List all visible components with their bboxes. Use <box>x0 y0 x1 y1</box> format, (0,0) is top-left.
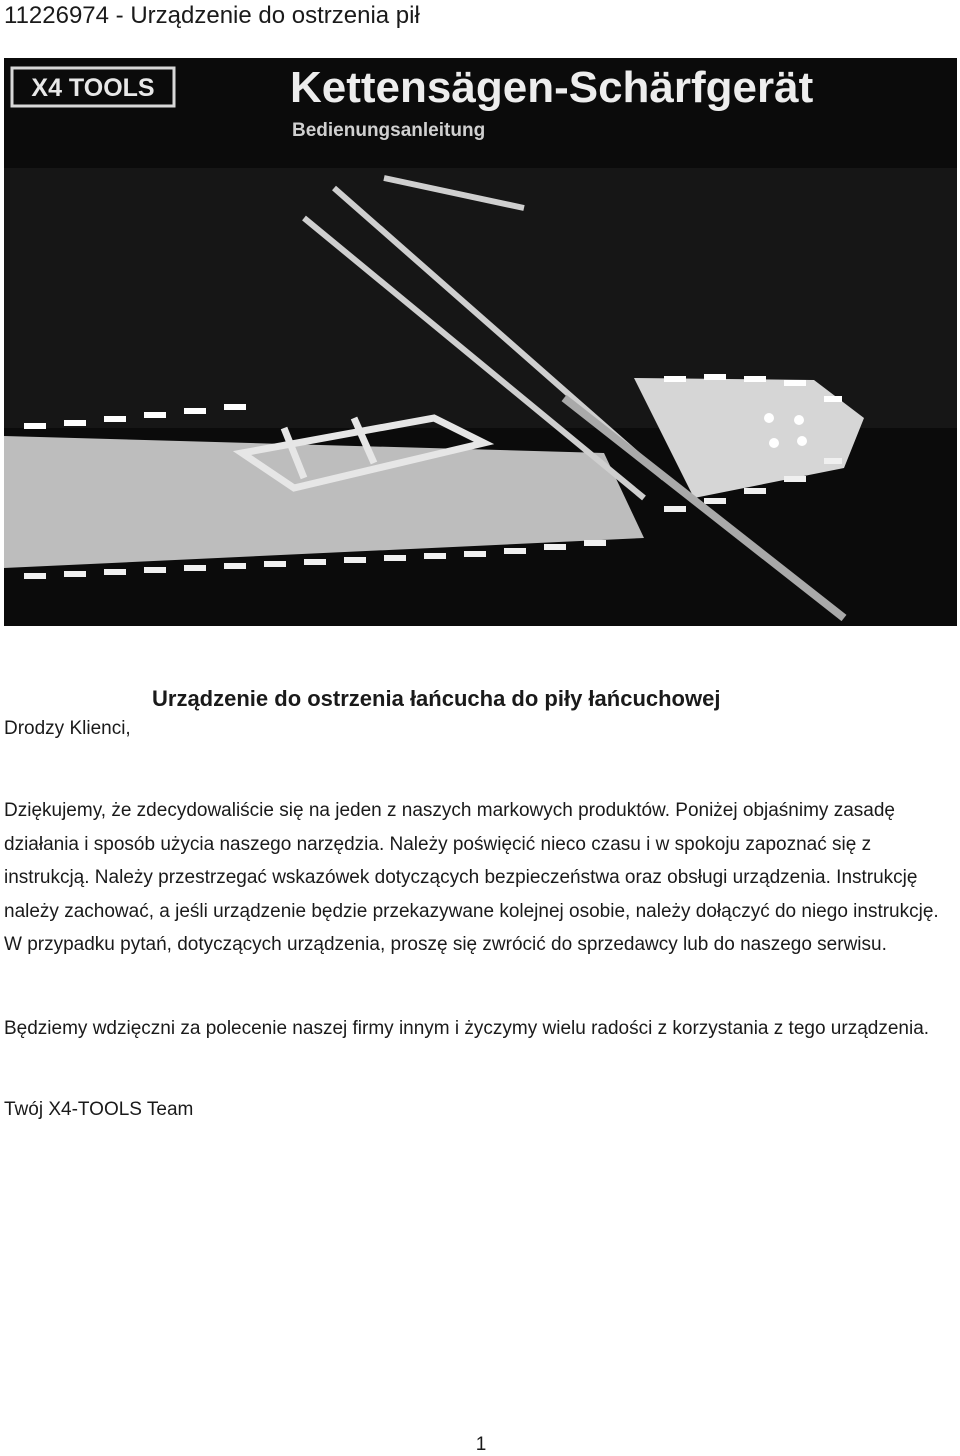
document-title: 11226974 - Urządzenie do ostrzenia pił <box>4 2 420 29</box>
chainsaw-sharpener-illustration <box>4 58 957 626</box>
cover-photo <box>4 58 957 626</box>
intro-paragraph: Dziękujemy, że zdecydowaliście się na jeden z naszych markowych produktów. Poniżej objaśnimy zasadę działania i sposób użycia naszego narzędzia. Należy poświęcić nieco czasu i w spokoju zapoznać się z instrukcją. Należy przestrzegać wskazówek dotyczących bezpieczeństwa oraz obsługi urządzenia. Instrukcję należy zachować, a jeśli urządzenie będzie przekazywane kolejnej osobie, należy dołączyć do niego instrukcję. W przypadku pytań, dotyczących urządzenia, proszę się zwrócić do sprzedawcy lub do naszego serwisu. <box>4 800 939 956</box>
recommendation-paragraph: Będziemy wdzięczni za polecenie naszej firmy innym i życzymy wielu radości z korzystania z tego urządzenia. <box>4 1018 930 1039</box>
page-number: 1 <box>475 1434 487 1455</box>
brand-logo: X4 TOOLS <box>31 74 155 102</box>
section-heading: Urządzenie do ostrzenia łańcucha do piły łańcuchowej <box>152 686 721 711</box>
greeting: Drodzy Klienci, <box>4 718 131 739</box>
cover-subtitle: Bedienungsanleitung <box>292 120 486 141</box>
signature: Twój X4-TOOLS Team <box>4 1099 194 1120</box>
cover-product-title: Kettensägen-Schärfgerät <box>290 63 814 112</box>
